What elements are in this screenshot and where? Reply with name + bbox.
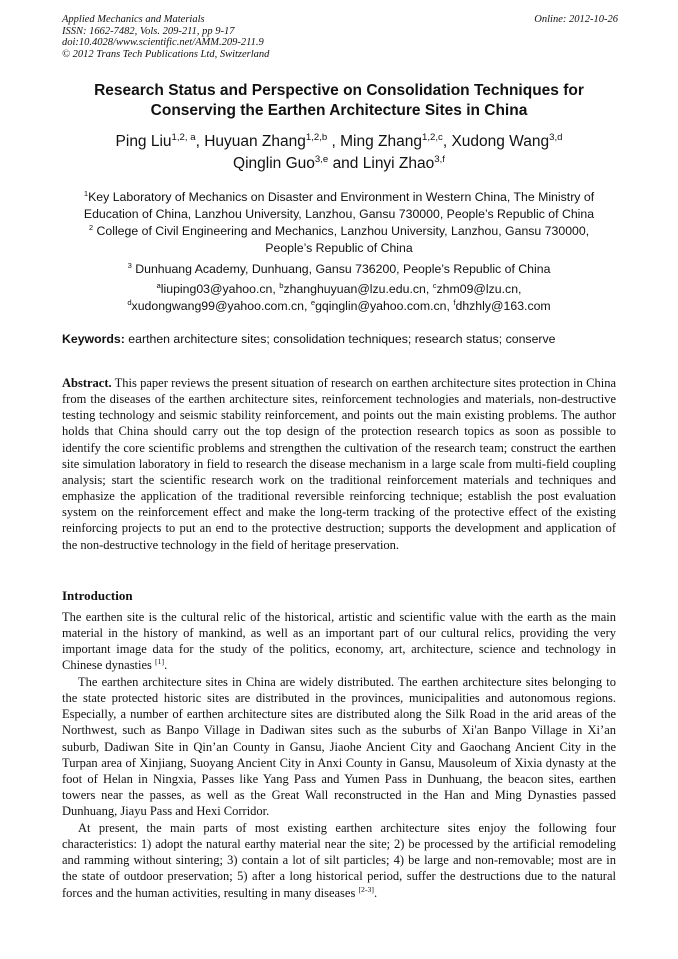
email-address: liuping03@yahoo.cn,: [160, 282, 276, 296]
email-address: dhzhly@163.com: [455, 299, 551, 313]
keywords-text: earthen architecture sites; consolidation techniques; research status; conserve: [128, 332, 556, 346]
author-name: Linyi Zhao: [362, 155, 435, 172]
email-sup: e: [310, 297, 316, 307]
paragraph-end: .: [373, 885, 378, 900]
email-sup: b: [279, 280, 284, 290]
keywords-label: Keywords:: [62, 332, 125, 346]
title-line-1: Research Status and Perspective on Consolidation Techniques for: [94, 82, 584, 99]
affiliation-text: Education of China, Lanzhou University, Lanzhou, Gansu 730000, People’s Republic of China: [83, 207, 595, 221]
author-sup: 3,e: [314, 153, 329, 165]
affiliation-sup: 3: [127, 260, 132, 270]
journal-name: Applied Mechanics and Materials: [62, 14, 205, 25]
intro-paragraph-1: [62, 609, 616, 674]
email-line-1: [62, 281, 616, 298]
affiliation-2: [62, 223, 616, 257]
affiliation-line: [62, 189, 616, 206]
abstract: [62, 375, 616, 553]
online-date: Online: 2012-10-26: [534, 14, 618, 25]
citation: [1]: [155, 657, 165, 667]
email-address: zhm09@lzu.cn,: [436, 282, 522, 296]
author-name: Huyuan Zhang: [204, 133, 306, 150]
paragraph-text: At present, the main parts of most existing earthen architecture sites enjoy the following four characteristics: 1) adopt the natural earthy material near the site; 2) be processed by the artificial remodeling and ramming without sintering; 3) contain a lot of silt particles; 4) be large and non-removable; most are in the state of outdoor preservation; 5) after a long historical period, suffer the destructions due to the natural forces and the human activities, resulting in many diseases: [62, 821, 616, 900]
keywords: [62, 331, 622, 347]
email-sup: d: [127, 297, 132, 307]
author-sup: 1,2, a: [171, 131, 196, 143]
email-list: [62, 281, 616, 315]
email-address: gqinglin@yahoo.com.cn,: [315, 299, 450, 313]
email-address: xudongwang99@yahoo.com.cn,: [131, 299, 308, 313]
author-sup: 1,2,c: [422, 131, 443, 143]
abstract-label: Abstract.: [62, 376, 112, 390]
author-line-2: [62, 153, 616, 175]
author-sup: 1,2,b: [305, 131, 328, 143]
author-conjunction: and: [332, 155, 359, 172]
email-sup: f: [453, 297, 456, 307]
paragraph-end: .: [164, 658, 168, 673]
author-line-1: Ping Liu$^{1,2, a}$, Huyuan Zhang$^{1,2,b}$ , Ming Zhang$^{1,2,c}$, Xudong Wang$^{3,d}$: [115, 131, 563, 150]
intro-paragraph-3: [62, 820, 616, 901]
affiliation-sup: 2: [88, 222, 94, 232]
affiliation-text: Key Laboratory of Mechanics on Disaster and Environment in Western China, The Ministry of: [88, 190, 595, 204]
citation: [2-3]: [358, 884, 374, 894]
author-name: Xudong Wang: [451, 133, 550, 150]
author-name: Qinglin Guo: [233, 155, 315, 172]
affiliation-text: People’s Republic of China: [265, 241, 413, 255]
author-sup: 3,f: [434, 153, 445, 165]
intro-paragraph-2: The earthen architecture sites in China are widely distributed. The earthen architecture sites belonging to the state protected historic sites are distributed in the provinces, municipalities and autonomous regions. Especially, a number of earthen architecture sites are distributed along the Silk Road in the arid areas of the Northwest, such as Banpo Village in Dadiwan sites such as the suburbs of Xi'an Banpo Village in Xi’an suburb, Dadiwan Site in Qin’an County in Gansu, Jiaohe Ancient City and Gaochang Ancient City in the Turpan area of Xinjiang, Suoyang Ancient City in Anxi County in Gansu, Mausoleum of Xixia dynasty at the foot of Helan in Ningxia, Passes like Yang Pass and Yumen Pass in Dunhuang, the beacon sites, earthen towers near the passes, as well as the Great Wall reconstructed in the Han and Ming Dynasties passed Dunhuang, Jiayu Pass and Hexi Corridor.: [62, 675, 616, 819]
email-address: zhanghuyuan@lzu.edu.cn,: [283, 282, 430, 296]
author-sup: 3,d: [549, 131, 563, 143]
author-list: [62, 131, 616, 175]
abstract-text: This paper reviews the present situation of research on earthen architecture sites protection in China from the diseases of the earthen architecture sites, reinforcement technologies and materials, non-destructive testing technology and seismic stability reinforcement, and points out the main existing problems. The author holds that China should carry out the top design of the protection research topics as soon as possible to identify the core scientific problems and strengthen the cultivation of the research team; construct the earthen site simulation laboratory in field to research the disease mechanism in a large scale from multi-field coupling analysis; start the scientific research work on the traditional reinforcement materials and techniques and emphasize the application of the traditional reversible reinforcing technique; establish the post evaluation system on the reinforcement effect and make the long-term tracking of the protective effect of the existing reinforcing projects to put an end to the protective destruction; supports the development and application of the non-destructive technology in the field of heritage preservation.: [62, 376, 616, 552]
doi-line: doi:10.4028/www.scientific.net/AMM.209-211.9: [62, 37, 264, 48]
email-line-2: [62, 298, 616, 315]
issn-line: ISSN: 1662-7482, Vols. 209-211, pp 9-17: [62, 25, 235, 37]
journal-header: [62, 14, 618, 60]
email-sup: a: [156, 280, 161, 290]
affiliation-line: [62, 223, 616, 240]
affiliation-1: [62, 189, 616, 223]
email-sup: c: [432, 280, 437, 290]
affiliation-text: Dunhuang Academy, Dunhuang, Gansu 736200, People’s Republic of China: [135, 262, 551, 276]
section-heading-introduction: Introduction: [62, 588, 133, 603]
affiliation-sup: 1: [83, 188, 89, 198]
copyright-line: © 2012 Trans Tech Publications Ltd, Switzerland: [62, 48, 270, 60]
affiliation-3: [62, 261, 616, 278]
title-line-2: Conserving the Earthen Architecture Sites in China: [150, 102, 528, 119]
paper-title: [62, 81, 616, 121]
author-name: Ping Liu: [115, 133, 172, 150]
author-name: Ming Zhang: [340, 133, 422, 150]
paragraph-text: The earthen site is the cultural relic of the historical, artistic and scientific value with the earth as the main material in the history of mankind, as well as an important part of our cultural relics, providing the very important image data for the study of the politics, economy, art, architecture, science and technology in Chinese dynasties: [62, 610, 616, 673]
affiliation-text: College of Civil Engineering and Mechanics, Lanzhou University, Lanzhou, Gansu 730000,: [96, 224, 590, 238]
